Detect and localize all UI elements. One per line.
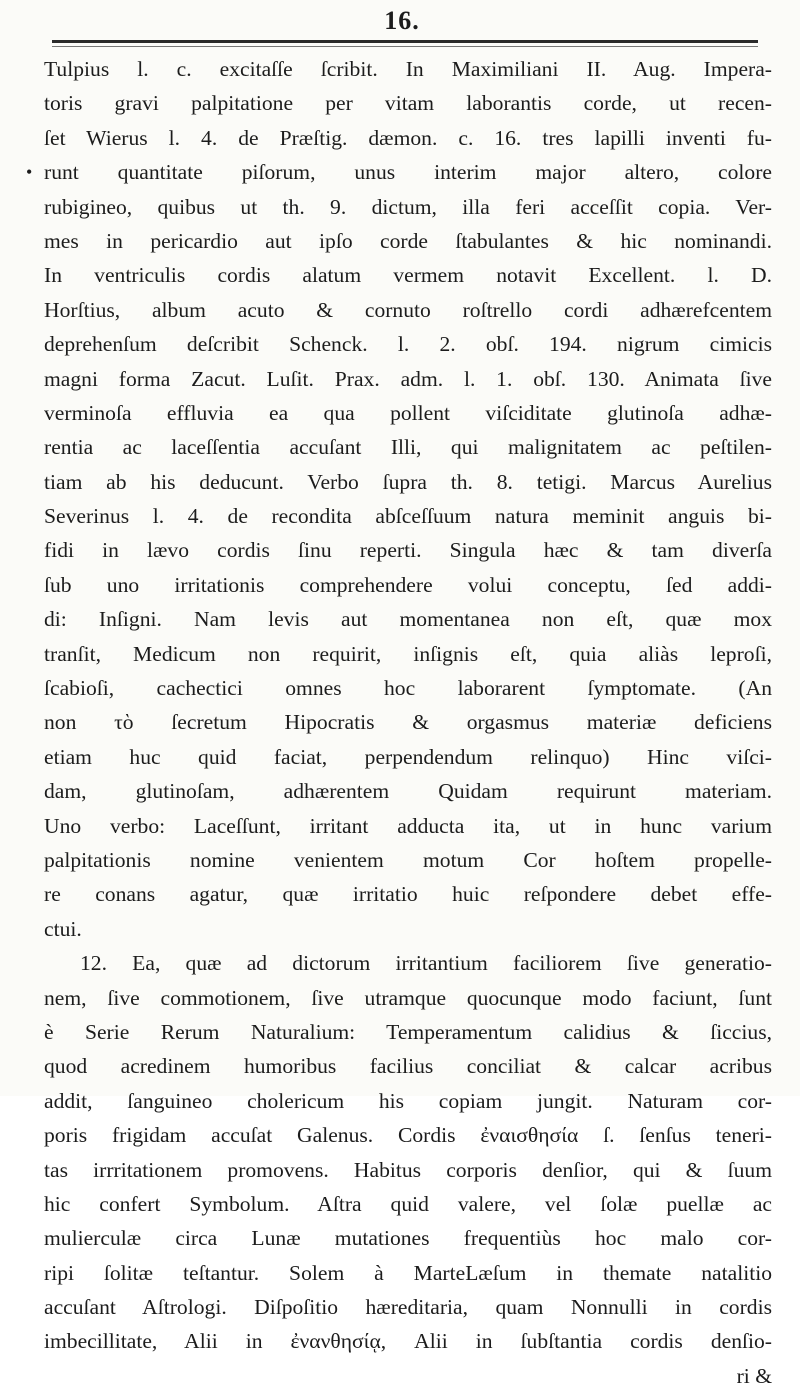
text-line-25: re conans agatur, quæ irritatio huic reſpondere debet effe- [44, 882, 772, 907]
text-line-20: non τὸ ſecretum Hipocratis & orgasmus materiæ deficiens [44, 710, 772, 735]
bullet-dot-icon: • [26, 162, 33, 183]
text-line-21: etiam huc quid faciat, perpendendum relinquo) Hinc viſci- [44, 744, 772, 769]
text-line-4 [26, 155, 772, 189]
text-line-11: verminoſa effluvia ea qua pollent viſciditate glutinoſa adhæ- [44, 400, 772, 425]
page-number: 16. [384, 6, 420, 35]
text-line-16: ſub uno irritationis comprehendere volui conceptu, ſed addi- [44, 572, 772, 597]
text-line-4-content: runt quantitate piſorum, unus interim major altero, colore [44, 160, 772, 185]
catchword: ri & [736, 1363, 772, 1388]
text-line-32: poris frigidam accuſat Galenus. Cordis ἐναισθησία ſ. ſenſus teneri- [44, 1123, 772, 1148]
text-line-24: palpitationis nomine venientem motum Cor hoſtem propelle- [44, 847, 772, 872]
text-line-28: nem, ſive commotionem, ſive utramque quocunque modo faciunt, ſunt [44, 985, 772, 1010]
header-rule-thin [52, 46, 758, 47]
text-line-29: è Serie Rerum Naturalium: Temperamentum calidius & ſiccius, [44, 1019, 772, 1044]
text-line-31: addit, ſanguineo cholericum his copiam jungit. Naturam cor- [44, 1088, 772, 1113]
text-line-19: ſcabioſi, cachectici omnes hoc laborarent ſymptomate. (An [44, 676, 772, 701]
text-line-6: mes in pericardio aut ipſo corde ſtabulantes & hic nominandi. [44, 228, 772, 253]
text-line-14: Severinus l. 4. de recondita abſceſſuum natura meminit anguis bi- [44, 504, 772, 529]
text-line-5: rubigineo, quibus ut th. 9. dictum, illa feri acceſſit copia. Ver- [44, 194, 772, 219]
header-rule [52, 40, 758, 43]
text-line-1: Tulpius l. c. excitaſſe ſcribit. In Maximiliani II. Aug. Impera- [44, 57, 772, 81]
text-line-23: Uno verbo: Laceſſunt, irritant adducta ita, ut in hunc varium [44, 813, 772, 838]
text-line-3: ſet Wierus l. 4. de Præſtig. dæmon. c. 16. tres lapilli inventi fu- [44, 125, 772, 150]
text-line-22: dam, glutinoſam, adhærentem Quidam requirunt materiam. [44, 779, 772, 804]
text-line-17: di: Inſigni. Nam levis aut momentanea non eſt, quæ mox [44, 607, 772, 632]
text-line-7: In ventriculis cordis alatum vermem notavit Excellent. l. D. [44, 263, 772, 288]
text-line-10: magni forma Zacut. Luſit. Prax. adm. l. 1. obſ. 130. Animata ſive [44, 366, 772, 391]
text-line-9: deprehenſum deſcribit Schenck. l. 2. obſ. 194. nigrum cimicis [44, 332, 772, 357]
text-line-38: imbecillitate, Alii in ἐνανθησίᾳ, Alii in ſubſtantia cordis denſio- [44, 1329, 772, 1354]
text-line-33: tas irrritationem promovens. Habitus corporis denſior, qui & ſuum [44, 1157, 772, 1182]
text-line-12: rentia ac laceſſentia accuſant Illi, qui malignitatem ac peſtilen- [44, 435, 772, 460]
text-line-30: quod acredinem humoribus facilius conciliat & calcar acribus [44, 1054, 772, 1079]
text-line-36: ripi ſolitæ teſtantur. Solem à MarteLæſum in themate natalitio [44, 1260, 772, 1285]
text-line-27: 12. Ea, quæ ad dictorum irritantium faciliorem ſive generatio- [80, 951, 772, 976]
text-line-13: tiam ab his deducunt. Verbo ſupra th. 8. tetigi. Marcus Aurelius [44, 469, 772, 494]
text-line-37: accuſant Aſtrologi. Diſpoſitio hæreditaria, quam Nonnulli in cordis [44, 1295, 772, 1320]
text-line-34: hic confert Symbolum. Aſtra quid valere, vel ſolæ puellæ ac [44, 1191, 772, 1216]
text-line-15: fidi in lævo cordis ſinu reperti. Singula hæc & tam diverſa [44, 538, 772, 563]
text-line-2: toris gravi palpitatione per vitam laborantis corde, ut recen- [44, 91, 772, 116]
text-line-18: tranſit, Medicum non requirit, inſignis eſt, quia aliàs leproſi, [44, 641, 772, 666]
body-text [26, 52, 772, 1393]
text-line-26: ctui. [44, 916, 82, 941]
text-line-8: Horſtius, album acuto & cornuto roſtrello cordi adhærefcentem [44, 297, 772, 322]
text-line-35: mulierculæ circa Lunæ mutationes frequentiùs hoc malo cor- [44, 1226, 772, 1251]
